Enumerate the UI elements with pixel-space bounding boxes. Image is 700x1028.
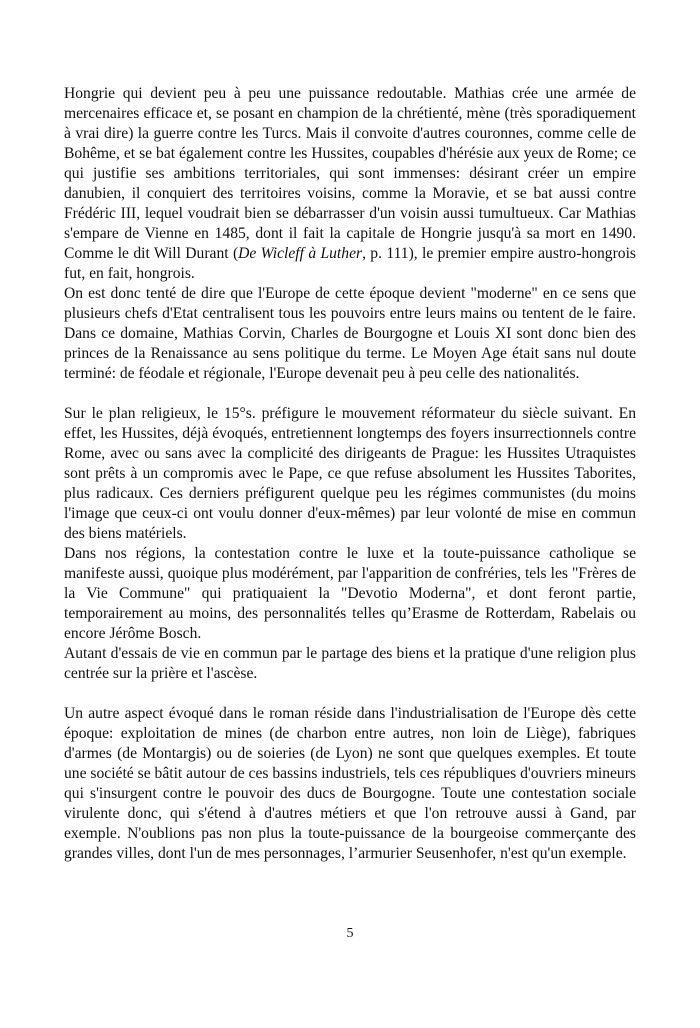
paragraph-religion-hussites: Sur le plan religieux, le 15°s. préfigure le mouvement réformateur du siècle suivant. En effet, les Hussites, déjà évoqués, entretiennent longtemps des foyers insurrectionnels contre Rome, avec ou sans avec la complicité des dirigeants de Prague: les Hussites Utraquistes sont prêts à un compromis avec le Pape, ce que refuse absolument les Hussites Taborites, plus radicaux. Ces derniers préfigurent quelque peu les régimes communistes (du moins l'image que ceux-ci ont voulu donner d'eux-mêmes) par leur volonté de mise en commun des biens matériels.: [64, 405, 636, 542]
book-title-citation: De Wicleff à Luther: [238, 245, 363, 262]
paragraph-industrialisation: Un autre aspect évoqué dans le roman réside dans l'industrialisation de l'Europe dès cette époque: exploitation de mines (de charbon entre autres, non loin de Liège), fabriques d'armes (de Montargis) ou de soieries (de Lyon) ne sont que quelques exemples. Et toute une société se bâtit autour de ces bassins industriels, tels ces républiques d'ouvriers mineurs qui s'insurgent contre le pouvoir des ducs de Bourgogne. Toute une contestation sociale virulente donc, qui s'étend à d'autres métiers et que l'on retrouve aussi à Gand, par exemple. N'oublions pas non plus la toute-puissance de la bourgeoise commerçante des grandes villes, dont l'un de mes personnages, l’armurier Seusenhofer, n'est qu'un exemple.: [64, 705, 636, 862]
paragraph-vie-en-commun: Autant d'essais de vie en commun par le partage des biens et la pratique d'une religion plus centrée sur la prière et l'ascèse.: [64, 645, 636, 682]
paragraph-confreries: Dans nos régions, la contestation contre le luxe et la toute-puissance catholique se manifeste aussi, quoique plus modérément, par l'apparition de confréries, tels les "Frères de la Vie Commune" qui pratiquaient la "Devotio Moderna", et dont feront partie, temporairement au moins, des personnalités telles qu’Erasme de Rotterdam, Rabelais ou encore Jérôme Bosch.: [64, 545, 636, 642]
body-text: [64, 84, 636, 864]
paragraph-text: Hongrie qui devient peu à peu une puissance redoutable. Mathias crée une armée de mercenaires efficace et, se posant en champion de la chrétienté, mène (très sporadiquement à vrai dire) la guerre contre les Turcs. Mais il convoite d'autres couronnes, comme celle de Bohême, et se bat également contre les Hussites, coupables d'hérésie aux yeux de Rome; ce qui justifie ses ambitions territoriales, qui sont immenses: désirant créer un empire danubien, il conquiert des territoires voisins, comme la Moravie, et se bat aussi contre Frédéric III, lequel voudrait bien se débarrasser d'un voisin aussi tumultueux. Car Mathias s'empare de Vienne en 1485, dont il fait la capitale de Hongrie jusqu'à sa mort en 1490. Comme le dit Will Durant (: [64, 85, 636, 262]
paragraph-mathias-corvin: [64, 84, 636, 284]
paragraph-text: , p. 111), le premier empire austro-hongrois fut, en fait, hongrois.: [64, 245, 636, 282]
paragraph-spacer: [64, 384, 636, 404]
paragraph-spacer: [64, 684, 636, 704]
paragraph-modern-europe: On est donc tenté de dire que l'Europe de cette époque devient "moderne" en ce sens que plusieurs chefs d'Etat centralisent tous les pouvoirs entre leurs mains ou tentent de le faire. Dans ce domaine, Mathias Corvin, Charles de Bourgogne et Louis XI sont donc bien des princes de la Renaissance au sens politique du terme. Le Moyen Age était sans nul doute terminé: de féodale et régionale, l'Europe devenait peu à peu celle des nationalités.: [64, 285, 636, 382]
page-number: 5: [346, 926, 354, 941]
